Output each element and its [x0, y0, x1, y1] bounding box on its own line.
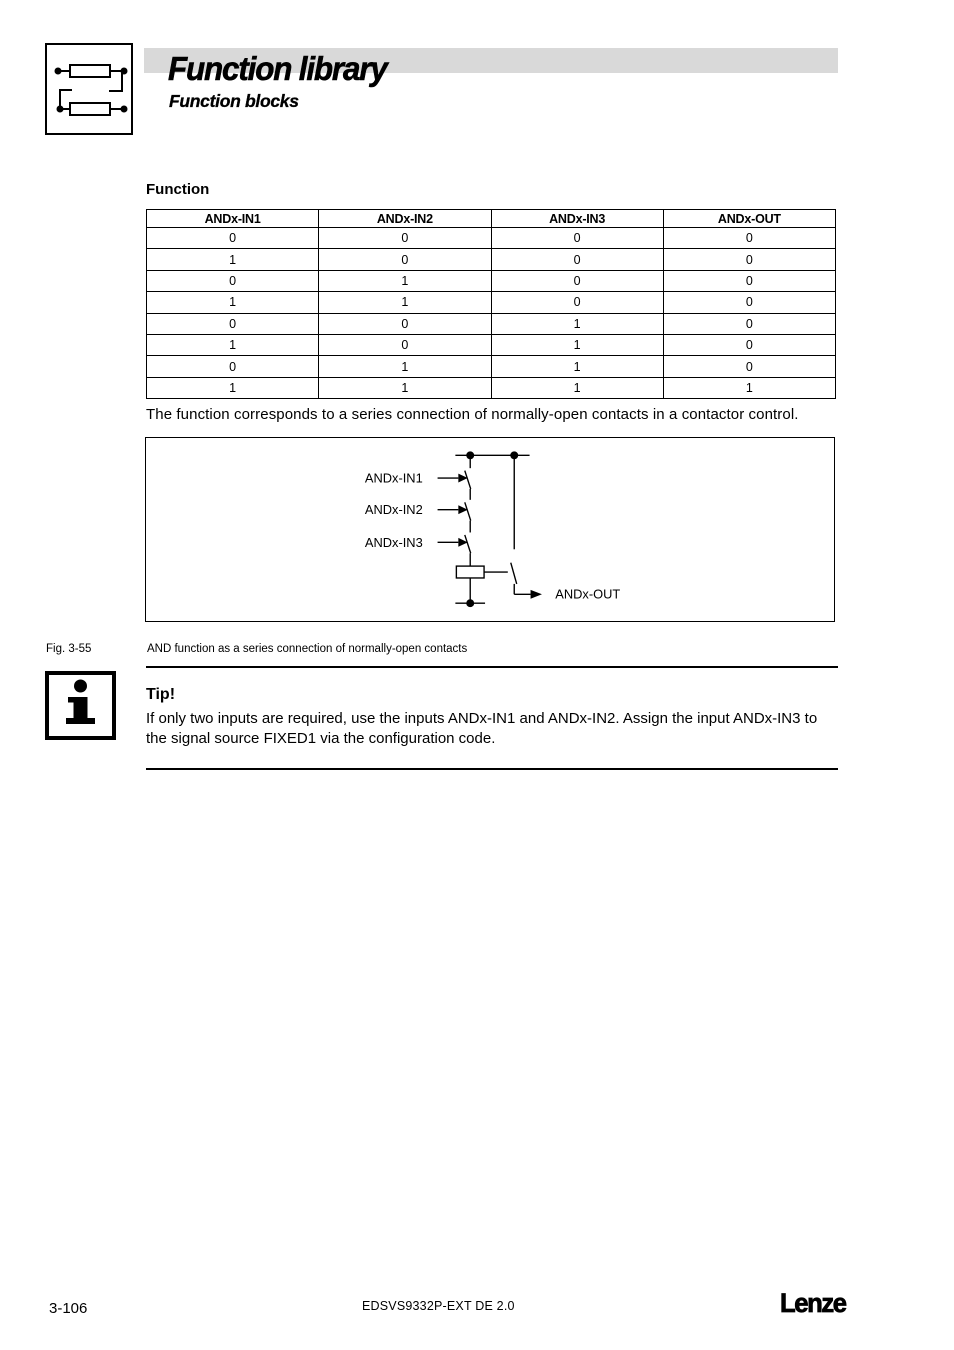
circuit-figure: [145, 437, 835, 622]
divider-bottom: [146, 768, 838, 770]
function-blocks-chain-glyph: [47, 45, 131, 133]
table-cell: 0: [147, 228, 319, 249]
table-row: [147, 249, 836, 270]
table-cell: 0: [319, 313, 491, 334]
table-cell: 1: [663, 377, 835, 398]
figure-label-in3: ANDx-IN3: [364, 534, 423, 550]
column-header: ANDx-IN3: [491, 210, 663, 228]
table-cell: 0: [147, 356, 319, 377]
page-title: Function library: [168, 50, 387, 87]
table-cell: 1: [319, 292, 491, 313]
function-blocks-chain-icon: [45, 43, 133, 135]
document-code: EDSVS9332P-EXT DE 2.0: [362, 1299, 515, 1313]
table-cell: 0: [319, 249, 491, 270]
table-cell: 0: [663, 228, 835, 249]
figure-label-in2: ANDx-IN2: [364, 502, 423, 518]
truth-table-body: [147, 228, 836, 399]
truth-table: [146, 209, 836, 399]
table-cell: 1: [147, 249, 319, 270]
table-cell: 0: [491, 249, 663, 270]
table-row: [147, 270, 836, 291]
column-header: ANDx-IN2: [319, 210, 491, 228]
tip-heading: Tip!: [146, 686, 176, 703]
table-row: [147, 228, 836, 249]
table-cell: 0: [147, 270, 319, 291]
table-cell: 0: [663, 313, 835, 334]
table-cell: 0: [491, 270, 663, 291]
table-row: [147, 292, 836, 313]
column-header: ANDx-OUT: [663, 210, 835, 228]
figure-ref: Fig. 3-55: [46, 643, 92, 655]
table-cell: 1: [319, 270, 491, 291]
lenze-logo: Lenze: [780, 1288, 846, 1318]
table-cell: 1: [491, 334, 663, 355]
table-cell: 0: [663, 356, 835, 377]
table-cell: 0: [663, 249, 835, 270]
table-cell: 0: [319, 228, 491, 249]
column-header: ANDx-IN1: [147, 210, 319, 228]
table-cell: 1: [147, 334, 319, 355]
table-row: [147, 377, 836, 398]
table-cell: 1: [491, 313, 663, 334]
figure-caption: AND function as a series connection of normally-open contacts: [147, 643, 468, 655]
table-cell: 1: [319, 356, 491, 377]
table-cell: 0: [663, 292, 835, 313]
contact-circuit-diagram: [146, 438, 834, 621]
table-cell: 0: [319, 334, 491, 355]
info-i-glyph: [49, 675, 112, 736]
table-cell: 1: [491, 377, 663, 398]
arrowhead-out-icon: [531, 590, 542, 599]
table-cell: 0: [663, 270, 835, 291]
table-row: [147, 356, 836, 377]
table-row: [147, 313, 836, 334]
table-row: [147, 334, 836, 355]
table-cell: 0: [663, 334, 835, 355]
table-cell: 0: [147, 313, 319, 334]
info-icon: [45, 671, 116, 740]
figure-label-out: ANDx-OUT: [555, 586, 621, 602]
table-cell: 0: [491, 292, 663, 313]
divider-top: [146, 666, 838, 668]
truth-table-header-row: [147, 210, 836, 228]
table-cell: 1: [491, 356, 663, 377]
section-label: Function: [146, 181, 210, 198]
table-cell: 0: [491, 228, 663, 249]
table-cell: 1: [147, 292, 319, 313]
tip-text: If only two inputs are required, use the inputs ANDx-IN1 and ANDx-IN2. Assign the input ANDx-IN3 to the signal source FIXED1 via the configuration code.: [146, 710, 818, 747]
page-number: 3-106: [49, 1300, 88, 1317]
table-cell: 1: [319, 377, 491, 398]
table-cell: 1: [147, 377, 319, 398]
body-paragraph: The function corresponds to a series connection of normally-open contacts in a contactor control.: [146, 406, 799, 423]
page-subtitle: Function blocks: [169, 91, 299, 111]
figure-label-in1: ANDx-IN1: [364, 470, 423, 486]
